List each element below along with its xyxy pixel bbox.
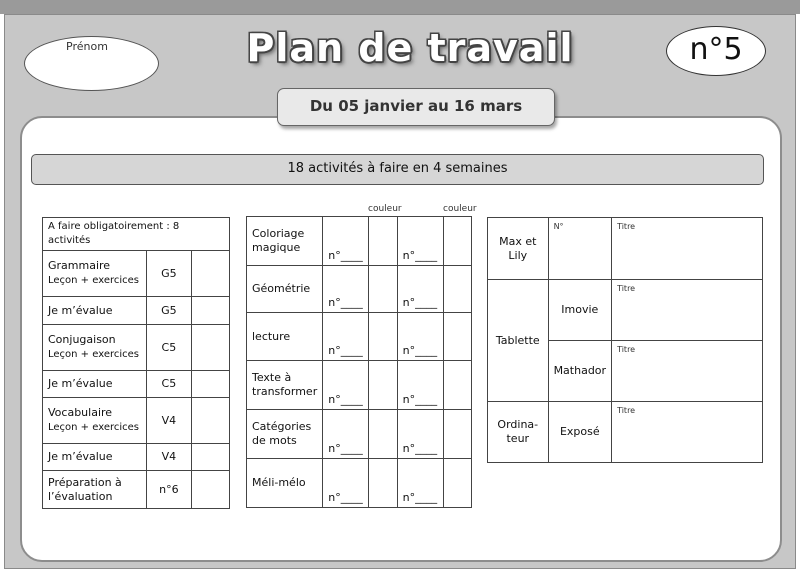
page-title: Plan de travail — [246, 26, 574, 70]
table-row — [247, 313, 472, 361]
expose-title-field[interactable]: Titre — [612, 402, 763, 463]
number-field[interactable]: n°____ — [323, 459, 369, 508]
row-sublabel: l’évaluation — [48, 489, 113, 503]
number-field[interactable]: n°____ — [323, 313, 369, 361]
row-label: Conjugaison — [48, 333, 116, 346]
number-field[interactable]: n°____ — [397, 313, 443, 361]
table-row — [247, 266, 472, 313]
color-cell[interactable] — [369, 266, 397, 313]
row-label: Je m’évalue — [43, 371, 147, 398]
top-bar — [0, 0, 800, 14]
check-cell[interactable] — [191, 251, 229, 297]
plan-number-badge: n°5 — [666, 26, 766, 76]
number-field[interactable]: n°____ — [397, 217, 443, 266]
table-row — [43, 471, 230, 509]
imovie-label: Imovie — [548, 280, 612, 341]
row-code: V4 — [146, 398, 191, 444]
activities-summary-banner: 18 activités à faire en 4 semaines — [31, 154, 764, 185]
mandatory-header: A faire obligatoirement : 8 activités — [43, 218, 230, 251]
tablette-label: Tablette — [488, 280, 549, 402]
table-row — [488, 218, 763, 280]
color-cell[interactable] — [369, 313, 397, 361]
number-field[interactable]: n°____ — [397, 459, 443, 508]
row-sublabel: Leçon + exercices — [48, 275, 140, 286]
color-cell[interactable] — [443, 217, 471, 266]
check-cell[interactable] — [191, 471, 229, 509]
max-lily-title-field[interactable]: Titre — [612, 218, 763, 280]
mathador-label: Mathador — [548, 341, 612, 402]
color-cell[interactable] — [369, 410, 397, 459]
activity-label: Coloriage — [252, 227, 305, 240]
check-cell[interactable] — [191, 398, 229, 444]
row-sublabel: Leçon + exercices — [48, 422, 140, 433]
row-label: Grammaire — [48, 259, 111, 272]
table-row — [488, 280, 763, 341]
row-code: n°6 — [146, 471, 191, 509]
check-cell[interactable] — [191, 371, 229, 398]
table-row — [247, 459, 472, 508]
number-field[interactable]: n°____ — [323, 217, 369, 266]
max-lily-label: Max et Lily — [488, 218, 549, 280]
color-cell[interactable] — [443, 266, 471, 313]
activity-label: Catégories — [252, 420, 312, 433]
digital-activities-table — [487, 217, 763, 463]
number-field[interactable]: n°____ — [323, 266, 369, 313]
mandatory-activities-table — [42, 217, 230, 509]
check-cell[interactable] — [191, 444, 229, 471]
color-cell[interactable] — [443, 361, 471, 410]
table-row — [43, 398, 230, 444]
imovie-title-field[interactable]: Titre — [612, 280, 763, 341]
number-field[interactable]: n°____ — [323, 361, 369, 410]
check-cell[interactable] — [191, 297, 229, 325]
check-cell[interactable] — [191, 325, 229, 371]
ordinateur-label-cont: teur — [506, 432, 530, 445]
table-row — [488, 402, 763, 463]
row-label: Je m’évalue — [43, 297, 147, 325]
row-label: Je m’évalue — [43, 444, 147, 471]
table-row — [247, 410, 472, 459]
number-field[interactable]: n°____ — [323, 410, 369, 459]
row-code: C5 — [146, 371, 191, 398]
row-code: G5 — [146, 251, 191, 297]
color-cell[interactable] — [443, 459, 471, 508]
row-code: C5 — [146, 325, 191, 371]
row-label: Vocabulaire — [48, 406, 113, 419]
table-row — [43, 444, 230, 471]
ordinateur-label: Ordina- — [497, 418, 539, 431]
prenom-label: Prénom — [66, 40, 108, 53]
expose-label: Exposé — [548, 402, 612, 463]
row-sublabel: Leçon + exercices — [48, 349, 140, 360]
activity-sublabel: transformer — [252, 385, 318, 398]
number-field[interactable]: n°____ — [397, 410, 443, 459]
number-field[interactable]: n°____ — [397, 361, 443, 410]
date-range-banner: Du 05 janvier au 16 mars — [277, 88, 555, 126]
color-cell[interactable] — [369, 217, 397, 266]
table-row — [247, 361, 472, 410]
activity-label: Méli-mélo — [252, 476, 306, 489]
table-row — [43, 251, 230, 297]
row-code: V4 — [146, 444, 191, 471]
activity-label: lecture — [252, 329, 291, 343]
number-field[interactable]: n°____ — [397, 266, 443, 313]
mathador-title-field[interactable]: Titre — [612, 341, 763, 402]
activity-sublabel: de mots — [252, 434, 297, 447]
row-code: G5 — [146, 297, 191, 325]
color-cell[interactable] — [369, 361, 397, 410]
table-row — [43, 297, 230, 325]
table-row — [43, 371, 230, 398]
row-label: Préparation à — [48, 475, 122, 489]
max-lily-number-field[interactable]: N° — [548, 218, 612, 280]
color-cell[interactable] — [443, 410, 471, 459]
couleur-label-1: couleur — [368, 204, 402, 214]
optional-activities-table — [246, 216, 472, 508]
activity-sublabel: magique — [252, 241, 301, 254]
color-cell[interactable] — [369, 459, 397, 508]
couleur-label-2: couleur — [443, 204, 477, 214]
table-row — [43, 325, 230, 371]
activity-label: Texte à — [252, 371, 292, 384]
color-cell[interactable] — [443, 313, 471, 361]
activity-label: Géométrie — [252, 282, 311, 295]
table-row — [247, 217, 472, 266]
